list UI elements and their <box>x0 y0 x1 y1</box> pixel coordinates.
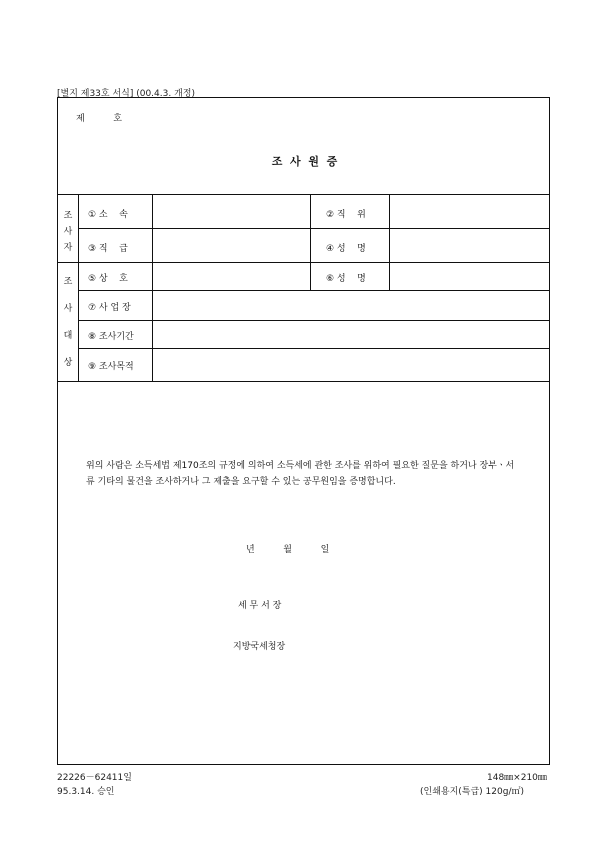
approval-date: 95.3.14. 승인 <box>57 787 115 797</box>
row-divider <box>78 348 549 349</box>
certification-text: 위의 사람은 소득세법 제170조의 규정에 의하여 소득세에 관한 조사를 위하여 필요한 질문을 하거나 장부ㆍ서류 기타의 물건을 조사하거나 그 제출을 요구할 수 있는 공무원임을 증명합니다. <box>86 461 515 487</box>
group-column-divider <box>78 194 79 381</box>
row-divider <box>78 290 549 291</box>
investigator-id-form <box>57 97 550 765</box>
target-name-label: ⑥ 성 명 <box>326 274 366 284</box>
table-bottom-divider <box>58 381 549 382</box>
form-title: 조 사 원 증 <box>271 155 338 168</box>
mid-column-divider <box>310 194 311 290</box>
investigator-name-label: ④ 성 명 <box>326 244 366 254</box>
investigator-group-label: 조 사 자 <box>63 211 73 253</box>
row-divider <box>78 320 549 321</box>
position-label: ② 직 위 <box>326 210 366 220</box>
target-group-label: 조 사 대 상 <box>63 277 73 368</box>
affiliation-label: ① 소 속 <box>88 210 128 220</box>
date-line: 년 월 일 <box>246 545 330 555</box>
section-divider <box>58 262 549 263</box>
investigation-purpose-label: ⑨ 조사목적 <box>88 362 134 372</box>
form-code: 22226－62411일 <box>57 773 132 783</box>
paper-size: 148㎜×210㎜ <box>487 773 547 783</box>
label-column-divider <box>152 194 153 381</box>
investigation-period-label: ⑧ 조사기간 <box>88 332 134 342</box>
regional-tax-office-head: 지방국세청장 <box>233 642 286 652</box>
number-label: 제 호 <box>76 114 122 124</box>
rank-label: ③ 직 급 <box>88 244 128 254</box>
row-divider <box>78 228 549 229</box>
business-name-label: ⑤ 상 호 <box>88 274 128 284</box>
title-divider <box>58 194 549 195</box>
workplace-label: ⑦ 사 업 장 <box>88 303 131 313</box>
paper-spec: (인쇄용지(특급) 120g/㎡) <box>420 787 524 797</box>
mid-label-divider <box>389 194 390 290</box>
tax-office-head: 세 무 서 장 <box>238 601 282 611</box>
form-header-note: [별지 제33호 서식] (00.4.3. 개정) <box>57 89 195 99</box>
